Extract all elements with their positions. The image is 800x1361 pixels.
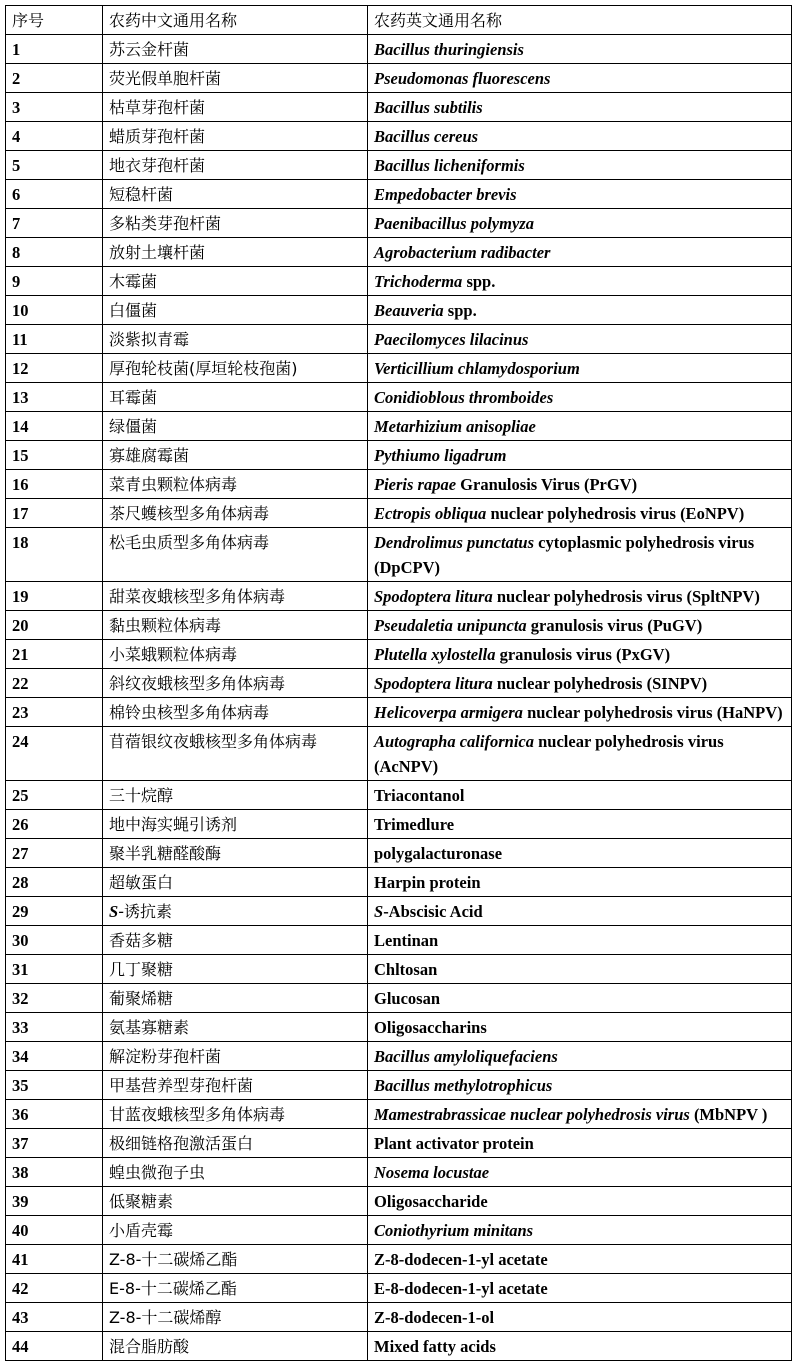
row-number: 31 [6,955,103,984]
english-name-cell [368,1071,792,1100]
english-name-cell [368,897,792,926]
english-name-plain: Plant activator protein [374,1134,534,1153]
english-name-cell [368,499,792,528]
english-name-plain: nuclear polyhedrosis virus (AcNPV) [374,732,724,776]
english-name-cell [368,528,792,582]
english-name-italic: Dendrolimus punctatus [374,533,535,552]
table-row [6,839,792,868]
chinese-name: 茶尺蠖核型多角体病毒 [109,504,270,523]
english-name-cell [368,582,792,611]
chinese-name-cell [103,35,368,64]
table-row [6,984,792,1013]
english-name-cell [368,470,792,499]
header-number: 序号 [6,6,103,35]
table-row [6,897,792,926]
english-name-cell [368,810,792,839]
english-name-cell [368,441,792,470]
english-name-cell [368,180,792,209]
chinese-name-cell [103,296,368,325]
english-name-cell [368,1013,792,1042]
chinese-name-cell [103,64,368,93]
english-name-cell [368,1245,792,1274]
header-chinese-name: 农药中文通用名称 [103,6,368,35]
english-name-cell [368,354,792,383]
table-row [6,122,792,151]
english-name-italic: Pseudaletia unipuncta [374,616,527,635]
chinese-name-cell [103,122,368,151]
english-name-cell [368,267,792,296]
chinese-name: 枯草芽孢杆菌 [109,98,206,117]
english-name-plain: spp. [443,301,477,320]
row-number: 15 [6,441,103,470]
table-row [6,528,792,582]
table-row [6,669,792,698]
english-name-plain: Z-8-dodecen-1-ol [374,1308,495,1327]
english-name-plain: -Abscisic Acid [383,902,483,921]
table-row [6,781,792,810]
chinese-name: 苏云金杆菌 [109,40,190,59]
english-name-plain: spp. [462,272,496,291]
english-name-italic: Bacillus licheniformis [374,156,525,175]
chinese-name-cell [103,897,368,926]
table-row [6,209,792,238]
english-name-italic: Trichoderma [374,272,463,291]
chinese-name: 厚孢轮枝菌(厚垣轮枝孢菌) [109,359,298,378]
english-name-plain: Oligosaccharins [374,1018,487,1037]
chinese-name-cell [103,1042,368,1071]
chinese-name-cell [103,267,368,296]
row-number: 16 [6,470,103,499]
table-row [6,151,792,180]
chinese-name-cell [103,640,368,669]
row-number: 12 [6,354,103,383]
english-name-cell [368,839,792,868]
table-row [6,267,792,296]
english-name-italic: Spodoptera litura [374,674,493,693]
english-name-cell [368,1216,792,1245]
table-row [6,1332,792,1361]
header-english-name: 农药英文通用名称 [368,6,792,35]
chinese-name-cell [103,1013,368,1042]
chinese-name-cell [103,669,368,698]
english-name-plain: nuclear polyhedrosis (SINPV) [492,674,708,693]
table-row [6,868,792,897]
row-number: 24 [6,727,103,781]
chinese-name: 多粘类芽孢杆菌 [109,214,222,233]
document-page [5,5,791,1361]
english-name-cell [368,781,792,810]
chinese-name-cell [103,354,368,383]
row-number: 8 [6,238,103,267]
chinese-name-cell [103,1158,368,1187]
table-row [6,1071,792,1100]
table-row [6,1187,792,1216]
chinese-name: 蝗虫微孢子虫 [109,1163,206,1182]
row-number: 5 [6,151,103,180]
english-name-plain: Chltosan [374,960,438,979]
chinese-name: 耳霉菌 [109,388,158,407]
chinese-name: 黏虫颗粒体病毒 [109,616,222,635]
table-row [6,1158,792,1187]
english-name-cell [368,296,792,325]
table-row [6,1274,792,1303]
table-row [6,93,792,122]
table-row [6,698,792,727]
chinese-name-italic-prefix: S [109,902,119,921]
chinese-name-cell [103,1332,368,1361]
chinese-name: 棉铃虫核型多角体病毒 [109,703,270,722]
english-name-cell [368,868,792,897]
chinese-name: 放射土壤杆菌 [109,243,206,262]
table-row [6,1013,792,1042]
table-row [6,1216,792,1245]
table-row [6,238,792,267]
chinese-name: 荧光假单胞杆菌 [109,69,222,88]
english-name-cell [368,1158,792,1187]
chinese-name: 低聚糖素 [109,1192,174,1211]
chinese-name: 甲基营养型芽孢杆菌 [109,1076,254,1095]
chinese-name: 松毛虫质型多角体病毒 [109,533,270,552]
english-name-cell [368,926,792,955]
table-row [6,926,792,955]
chinese-name: 香菇多糖 [109,931,174,950]
english-name-italic: Spodoptera litura [374,587,493,606]
english-name-plain: polygalacturonase [374,844,503,863]
row-number: 38 [6,1158,103,1187]
english-name-plain: Glucosan [374,989,441,1008]
chinese-name: 蜡质芽孢杆菌 [109,127,206,146]
table-row [6,582,792,611]
row-number: 14 [6,412,103,441]
english-name-italic: Beauveria [374,301,444,320]
english-name-plain: (MbNPV ) [689,1105,768,1124]
english-name-cell [368,698,792,727]
chinese-name: E-8-十二碳烯乙酯 [109,1279,237,1298]
chinese-name: 三十烷醇 [109,786,174,805]
chinese-name-cell [103,1071,368,1100]
chinese-name-cell [103,1129,368,1158]
row-number: 18 [6,528,103,582]
english-name-plain: cytoplasmic polyhedrosis virus (DpCPV) [374,533,755,577]
table-row [6,611,792,640]
row-number: 4 [6,122,103,151]
table-row [6,1042,792,1071]
row-number: 19 [6,582,103,611]
english-name-plain: granulosis virus (PuGV) [526,616,703,635]
row-number: 34 [6,1042,103,1071]
chinese-name: 氨基寡糖素 [109,1018,190,1037]
english-name-italic: Pieris rapae [374,475,457,494]
english-name-italic: Paecilomyces lilacinus [374,330,529,349]
english-name-plain: Trimedlure [374,815,455,834]
chinese-name-cell [103,781,368,810]
english-name-italic: Bacillus amyloliquefaciens [374,1047,558,1066]
table-row [6,354,792,383]
english-name-cell [368,209,792,238]
english-name-cell [368,1042,792,1071]
chinese-name-cell [103,1187,368,1216]
row-number: 29 [6,897,103,926]
table-row [6,499,792,528]
row-number: 13 [6,383,103,412]
english-name-cell [368,669,792,698]
english-name-plain: Triacontanol [374,786,465,805]
chinese-name-cell [103,611,368,640]
english-name-cell [368,412,792,441]
table-row [6,727,792,781]
chinese-name-cell [103,839,368,868]
chinese-name-cell [103,955,368,984]
chinese-name-cell [103,1100,368,1129]
table-row [6,810,792,839]
table-row [6,64,792,93]
row-number: 36 [6,1100,103,1129]
english-name-cell [368,1303,792,1332]
english-name-plain: nuclear polyhedrosis virus (HaNPV) [522,703,783,722]
english-name-italic: Bacillus methylotrophicus [374,1076,553,1095]
english-name-italic: Metarhizium anisopliae [374,417,536,436]
table-row [6,296,792,325]
row-number: 3 [6,93,103,122]
chinese-name: 几丁聚糖 [109,960,174,979]
row-number: 21 [6,640,103,669]
english-name-italic: S [374,902,384,921]
row-number: 42 [6,1274,103,1303]
row-number: 25 [6,781,103,810]
english-name-cell [368,1274,792,1303]
chinese-name: 超敏蛋白 [109,873,174,892]
chinese-name-cell [103,727,368,781]
table-row [6,412,792,441]
english-name-italic: Paenibacillus polymyza [374,214,534,233]
chinese-name: Z-8-十二碳烯醇 [109,1308,222,1327]
table-header-row [6,6,792,35]
row-number: 44 [6,1332,103,1361]
chinese-name-cell [103,868,368,897]
pesticide-table [5,5,792,1361]
english-name-cell [368,1100,792,1129]
chinese-name-cell [103,528,368,582]
chinese-name: -诱抗素 [118,902,172,921]
row-number: 7 [6,209,103,238]
english-name-cell [368,122,792,151]
chinese-name-cell [103,209,368,238]
row-number: 35 [6,1071,103,1100]
chinese-name: 甘蓝夜蛾核型多角体病毒 [109,1105,286,1124]
row-number: 28 [6,868,103,897]
chinese-name: 小菜蛾颗粒体病毒 [109,645,238,664]
english-name-italic: Pseudomonas fluorescens [374,69,551,88]
chinese-name-cell [103,1245,368,1274]
row-number: 26 [6,810,103,839]
english-name-italic: Autographa californica [374,732,534,751]
row-number: 40 [6,1216,103,1245]
chinese-name: 苜蓿银纹夜蛾核型多角体病毒 [109,732,318,751]
english-name-cell [368,238,792,267]
english-name-plain: E-8-dodecen-1-yl acetate [374,1279,548,1298]
row-number: 10 [6,296,103,325]
english-name-cell [368,1332,792,1361]
chinese-name-cell [103,93,368,122]
english-name-italic: Plutella xylostella [374,645,496,664]
english-name-plain: Mixed fatty acids [374,1337,496,1356]
row-number: 1 [6,35,103,64]
table-row [6,1303,792,1332]
english-name-italic: Ectropis obliqua [374,504,487,523]
english-name-italic: Bacillus cereus [374,127,479,146]
english-name-cell [368,611,792,640]
row-number: 37 [6,1129,103,1158]
english-name-cell [368,383,792,412]
table-row [6,35,792,64]
table-row [6,1100,792,1129]
row-number: 32 [6,984,103,1013]
chinese-name: 地中海实蝇引诱剂 [109,815,238,834]
table-row [6,180,792,209]
table-body [6,35,792,1361]
chinese-name-cell [103,984,368,1013]
chinese-name-cell [103,441,368,470]
chinese-name-cell [103,698,368,727]
chinese-name-cell [103,810,368,839]
row-number: 20 [6,611,103,640]
english-name-italic: Verticillium chlamydosporium [374,359,580,378]
english-name-plain: Granulosis Virus (PrGV) [456,475,638,494]
chinese-name: 聚半乳糖醛酸酶 [109,844,222,863]
chinese-name-cell [103,1216,368,1245]
english-name-italic: Helicoverpa armigera [374,703,523,722]
row-number: 22 [6,669,103,698]
chinese-name: 淡紫拟青霉 [109,330,190,349]
chinese-name: 混合脂肪酸 [109,1337,190,1356]
english-name-cell [368,984,792,1013]
chinese-name: 绿僵菌 [109,417,158,436]
english-name-cell [368,325,792,354]
english-name-plain: Oligosaccharide [374,1192,488,1211]
chinese-name-cell [103,383,368,412]
english-name-cell [368,1129,792,1158]
english-name-plain: Harpin protein [374,873,481,892]
english-name-italic: Conidioblous thromboides [374,388,554,407]
chinese-name: Z-8-十二碳烯乙酯 [109,1250,238,1269]
row-number: 30 [6,926,103,955]
chinese-name: 甜菜夜蛾核型多角体病毒 [109,587,286,606]
chinese-name-cell [103,1303,368,1332]
chinese-name-cell [103,1274,368,1303]
english-name-plain: Z-8-dodecen-1-yl acetate [374,1250,548,1269]
english-name-plain: Lentinan [374,931,439,950]
chinese-name: 斜纹夜蛾核型多角体病毒 [109,674,286,693]
chinese-name: 极细链格孢激活蛋白 [109,1134,254,1153]
row-number: 17 [6,499,103,528]
table-row [6,325,792,354]
english-name-cell [368,35,792,64]
chinese-name: 小盾壳霉 [109,1221,174,1240]
table-row [6,383,792,412]
english-name-italic: Empedobacter brevis [374,185,517,204]
table-row [6,1129,792,1158]
row-number: 9 [6,267,103,296]
english-name-cell [368,64,792,93]
row-number: 39 [6,1187,103,1216]
english-name-cell [368,93,792,122]
english-name-italic: Agrobacterium radibacter [374,243,551,262]
english-name-italic: Coniothyrium minitans [374,1221,534,1240]
english-name-plain: nuclear polyhedrosis virus (EoNPV) [486,504,745,523]
english-name-italic: Bacillus thuringiensis [374,40,524,59]
english-name-italic: Pythiumo ligadrum [374,446,507,465]
table-row [6,640,792,669]
chinese-name: 葡聚烯糖 [109,989,174,1008]
row-number: 2 [6,64,103,93]
chinese-name: 短稳杆菌 [109,185,174,204]
row-number: 43 [6,1303,103,1332]
english-name-italic: Bacillus subtilis [374,98,483,117]
english-name-cell [368,727,792,781]
chinese-name: 菜青虫颗粒体病毒 [109,475,238,494]
table-row [6,470,792,499]
english-name-plain: nuclear polyhedrosis virus (SpltNPV) [492,587,760,606]
row-number: 41 [6,1245,103,1274]
chinese-name: 解淀粉芽孢杆菌 [109,1047,222,1066]
chinese-name: 地衣芽孢杆菌 [109,156,206,175]
row-number: 27 [6,839,103,868]
chinese-name: 白僵菌 [109,301,158,320]
english-name-italic: Mamestrabrassicae nuclear polyhedrosis virus [374,1105,690,1124]
english-name-cell [368,640,792,669]
table-row [6,441,792,470]
chinese-name-cell [103,926,368,955]
row-number: 6 [6,180,103,209]
chinese-name-cell [103,325,368,354]
chinese-name-cell [103,582,368,611]
row-number: 11 [6,325,103,354]
row-number: 23 [6,698,103,727]
english-name-cell [368,1187,792,1216]
chinese-name-cell [103,151,368,180]
chinese-name-cell [103,470,368,499]
english-name-cell [368,955,792,984]
chinese-name: 木霉菌 [109,272,158,291]
chinese-name-cell [103,238,368,267]
english-name-plain: granulosis virus (PxGV) [495,645,671,664]
chinese-name-cell [103,499,368,528]
english-name-cell [368,151,792,180]
table-row [6,955,792,984]
table-row [6,1245,792,1274]
chinese-name-cell [103,180,368,209]
chinese-name: 寡雄腐霉菌 [109,446,190,465]
row-number: 33 [6,1013,103,1042]
english-name-italic: Nosema locustae [374,1163,490,1182]
chinese-name-cell [103,412,368,441]
